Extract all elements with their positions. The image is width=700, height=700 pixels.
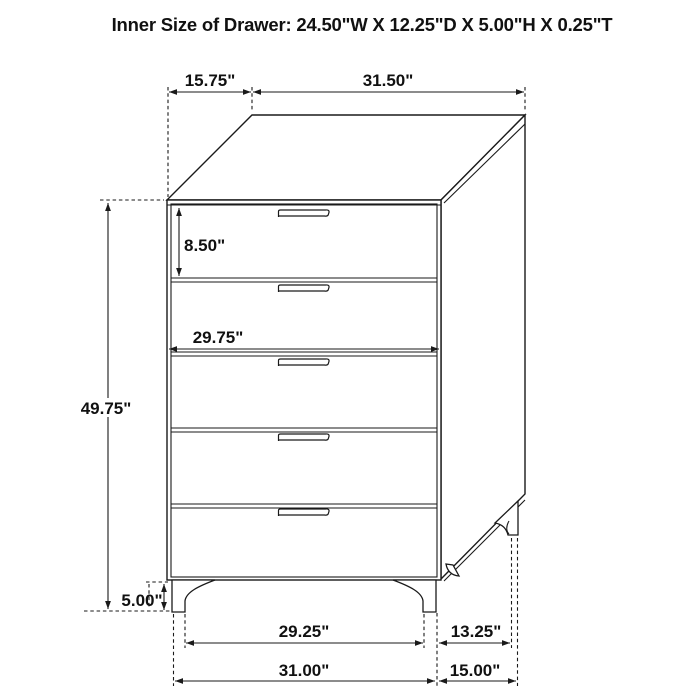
front-right-leg-side — [446, 564, 459, 576]
drawer-front-height-label: 8.50" — [184, 236, 226, 255]
drawer-front-4[interactable] — [171, 432, 437, 504]
drawer-handle-1[interactable] — [279, 210, 330, 217]
base-front-width-label: 29.25" — [278, 622, 330, 641]
overall-base-width-label: 31.00" — [278, 661, 330, 680]
drawer-width-label: 29.75" — [192, 328, 244, 347]
top-width-label: 31.50" — [362, 71, 414, 90]
base-side-depth-label: 13.25" — [450, 622, 502, 641]
drawer-handle-5[interactable] — [279, 509, 330, 516]
drawer-handle-2[interactable] — [279, 285, 330, 292]
front-left-leg — [172, 580, 215, 612]
drawer-front-3[interactable] — [171, 356, 437, 428]
overall-base-depth-label: 15.00" — [449, 661, 501, 680]
drawer-front-5[interactable] — [171, 508, 437, 577]
drawer-handle-4[interactable] — [279, 434, 330, 441]
drawer-handle-3[interactable] — [279, 359, 330, 366]
chest-body — [167, 115, 525, 612]
front-right-leg — [393, 580, 436, 612]
diagram-title: Inner Size of Drawer: 24.50"W X 12.25"D X 5.00"H X 0.25"T — [111, 14, 613, 35]
overall-height-label: 49.75" — [80, 399, 132, 418]
top-depth-label: 15.75" — [184, 71, 236, 90]
leg-height-label: 5.00" — [121, 591, 163, 610]
